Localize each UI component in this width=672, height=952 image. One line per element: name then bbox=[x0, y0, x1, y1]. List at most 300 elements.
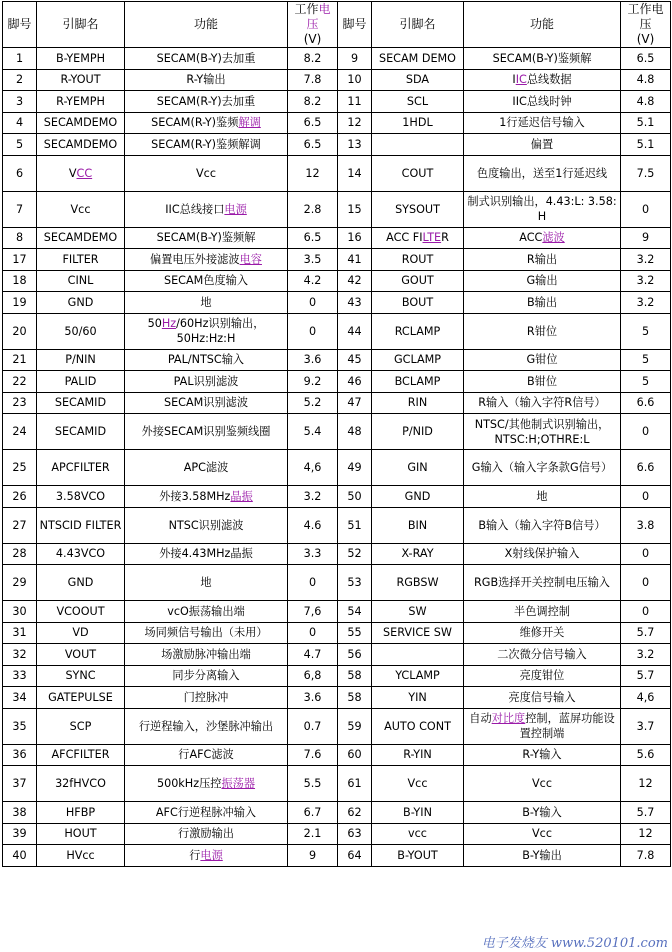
left-func-cell: 地 bbox=[125, 565, 288, 601]
right-func-cell: B输出 bbox=[464, 292, 621, 314]
right-volt-cell: 6.5 bbox=[621, 48, 671, 70]
right-name-cell: SECAM DEMO bbox=[372, 48, 464, 70]
left-volt-cell: 7.8 bbox=[288, 69, 338, 91]
right-volt-cell: 3.2 bbox=[621, 292, 671, 314]
right-name-cell: YCLAMP bbox=[372, 665, 464, 687]
right-name-cell: B-YOUT bbox=[372, 845, 464, 867]
right-func-cell: R钳位 bbox=[464, 313, 621, 349]
left-name-cell: HVcc bbox=[37, 845, 125, 867]
header-volt-link[interactable]: 电压 bbox=[306, 2, 331, 31]
left-func-text: /60Hz识别输出，50Hz:Hz:H bbox=[176, 317, 265, 345]
left-volt-cell: 2.1 bbox=[288, 823, 338, 845]
right-name-cell: B-YIN bbox=[372, 802, 464, 824]
right-pin-cell: 9 bbox=[338, 48, 372, 70]
right-name-cell: GND bbox=[372, 486, 464, 508]
table-row bbox=[3, 313, 671, 349]
right-name-cell: SDA bbox=[372, 69, 464, 91]
left-pin-cell: 8 bbox=[3, 227, 37, 249]
left-func-cell: SECAM识别滤波 bbox=[125, 392, 288, 414]
right-func-text: 总线数据 bbox=[526, 73, 572, 87]
right-pin-cell: 53 bbox=[338, 565, 372, 601]
left-name-cell: HOUT bbox=[37, 823, 125, 845]
right-name-cell: YIN bbox=[372, 687, 464, 709]
right-func-text: ACC bbox=[519, 231, 543, 245]
left-volt-cell: 2.8 bbox=[288, 191, 338, 227]
right-name-cell: GCLAMP bbox=[372, 349, 464, 371]
right-pin-cell: 11 bbox=[338, 91, 372, 113]
table-row bbox=[3, 543, 671, 565]
left-pin-cell: 30 bbox=[3, 601, 37, 623]
right-pin-cell: 14 bbox=[338, 155, 372, 191]
right-pin-cell: 52 bbox=[338, 543, 372, 565]
right-name-text: ACC FI bbox=[386, 231, 423, 245]
left-pin-cell: 33 bbox=[3, 665, 37, 687]
right-name-cell: 1HDL bbox=[372, 112, 464, 134]
left-pin-cell: 29 bbox=[3, 565, 37, 601]
right-func-cell: 二次微分信号输入 bbox=[464, 644, 621, 666]
left-name-cell: R-YOUT bbox=[37, 69, 125, 91]
left-name-cell: GND bbox=[37, 565, 125, 601]
right-func-cell: G输入（输入字条款G信号） bbox=[464, 450, 621, 486]
table-row bbox=[3, 622, 671, 644]
left-func-link[interactable]: 电源 bbox=[224, 202, 247, 216]
left-func-link[interactable]: 电容 bbox=[239, 252, 262, 266]
right-pin-cell: 51 bbox=[338, 507, 372, 543]
left-pin-cell: 18 bbox=[3, 270, 37, 292]
right-func-cell: 亮度信号输入 bbox=[464, 687, 621, 709]
header-name-left: 引脚名 bbox=[37, 2, 125, 48]
pin-table-container bbox=[2, 1, 671, 867]
left-pin-cell: 39 bbox=[3, 823, 37, 845]
table-row bbox=[3, 48, 671, 70]
right-func-cell: G输出 bbox=[464, 270, 621, 292]
left-name-cell: SECAMID bbox=[37, 414, 125, 450]
table-row bbox=[3, 565, 671, 601]
left-func-cell bbox=[125, 766, 288, 802]
header-volt-text: 工作 bbox=[294, 2, 319, 16]
table-row bbox=[3, 845, 671, 867]
left-pin-cell: 25 bbox=[3, 450, 37, 486]
right-volt-cell: 5.1 bbox=[621, 134, 671, 156]
table-row bbox=[3, 249, 671, 271]
right-name-cell: SYSOUT bbox=[372, 191, 464, 227]
left-func-cell: 外接SECAM识别鉴频线圈 bbox=[125, 414, 288, 450]
left-name-cell: APCFILTER bbox=[37, 450, 125, 486]
table-row bbox=[3, 644, 671, 666]
left-func-cell: SECAM(R-Y)去加重 bbox=[125, 91, 288, 113]
right-func-cell: R输入（输入字符R信号） bbox=[464, 392, 621, 414]
right-name-cell: P/NID bbox=[372, 414, 464, 450]
right-func-cell: R输出 bbox=[464, 249, 621, 271]
left-volt-cell: 4.6 bbox=[288, 507, 338, 543]
right-func-cell: B钳位 bbox=[464, 371, 621, 393]
left-volt-cell: 4.7 bbox=[288, 644, 338, 666]
right-name-cell: BCLAMP bbox=[372, 371, 464, 393]
right-name-cell: X-RAY bbox=[372, 543, 464, 565]
right-func-cell: B-Y输出 bbox=[464, 845, 621, 867]
right-name-cell bbox=[372, 644, 464, 666]
left-pin-cell: 40 bbox=[3, 845, 37, 867]
left-pin-cell: 1 bbox=[3, 48, 37, 70]
right-pin-cell: 10 bbox=[338, 69, 372, 91]
left-volt-cell: 9.2 bbox=[288, 371, 338, 393]
right-volt-cell: 3.2 bbox=[621, 249, 671, 271]
right-func-cell bbox=[464, 708, 621, 744]
right-pin-cell: 58 bbox=[338, 687, 372, 709]
table-row bbox=[3, 227, 671, 249]
left-func-cell: 外接4.43MHz晶振 bbox=[125, 543, 288, 565]
left-pin-cell: 6 bbox=[3, 155, 37, 191]
right-pin-cell: 60 bbox=[338, 744, 372, 766]
table-row bbox=[3, 155, 671, 191]
right-name-cell: R-YIN bbox=[372, 744, 464, 766]
table-row bbox=[3, 665, 671, 687]
right-name-cell: SW bbox=[372, 601, 464, 623]
left-volt-cell: 6.5 bbox=[288, 134, 338, 156]
left-func-cell bbox=[125, 249, 288, 271]
left-pin-cell: 5 bbox=[3, 134, 37, 156]
right-func-cell: X射线保护输入 bbox=[464, 543, 621, 565]
left-func-cell: 行激励输出 bbox=[125, 823, 288, 845]
left-func-link[interactable]: Hz bbox=[161, 317, 177, 330]
left-name-cell: SECAMID bbox=[37, 392, 125, 414]
right-func-cell: RGB选择开关控制电压输入 bbox=[464, 565, 621, 601]
table-row bbox=[3, 823, 671, 845]
left-pin-cell: 26 bbox=[3, 486, 37, 508]
left-pin-cell: 28 bbox=[3, 543, 37, 565]
table-row bbox=[3, 91, 671, 113]
right-volt-cell: 7.5 bbox=[621, 155, 671, 191]
right-pin-cell: 50 bbox=[338, 486, 372, 508]
right-volt-cell: 3.8 bbox=[621, 507, 671, 543]
right-func-link[interactable]: 对比度 bbox=[491, 712, 526, 725]
table-row bbox=[3, 69, 671, 91]
header-name-right: 引脚名 bbox=[372, 2, 464, 48]
right-name-cell bbox=[372, 227, 464, 249]
right-volt-cell: 3.7 bbox=[621, 708, 671, 744]
right-name-cell: Vcc bbox=[372, 766, 464, 802]
right-volt-cell: 5.7 bbox=[621, 622, 671, 644]
left-pin-cell: 21 bbox=[3, 349, 37, 371]
right-pin-cell: 15 bbox=[338, 191, 372, 227]
left-name-cell: AFCFILTER bbox=[37, 744, 125, 766]
right-volt-cell: 0 bbox=[621, 414, 671, 450]
left-name-cell: SECAMDEMO bbox=[37, 227, 125, 249]
left-func-cell bbox=[125, 313, 288, 349]
right-name-cell: RCLAMP bbox=[372, 313, 464, 349]
right-name-text: R bbox=[441, 231, 449, 245]
left-pin-cell: 22 bbox=[3, 371, 37, 393]
right-volt-cell: 6.6 bbox=[621, 450, 671, 486]
left-func-link[interactable]: 晶振 bbox=[230, 489, 253, 503]
left-pin-cell: 4 bbox=[3, 112, 37, 134]
left-name-cell: SYNC bbox=[37, 665, 125, 687]
right-name-cell: vcc bbox=[372, 823, 464, 845]
left-volt-cell: 6,8 bbox=[288, 665, 338, 687]
left-name-cell: VD bbox=[37, 622, 125, 644]
right-func-cell: 亮度钳位 bbox=[464, 665, 621, 687]
left-volt-cell: 7,6 bbox=[288, 601, 338, 623]
right-volt-cell: 6.6 bbox=[621, 392, 671, 414]
left-func-cell: 地 bbox=[125, 292, 288, 314]
left-volt-cell: 3.6 bbox=[288, 349, 338, 371]
right-volt-cell: 0 bbox=[621, 191, 671, 227]
left-func-cell: SECAM色度输入 bbox=[125, 270, 288, 292]
left-func-cell: R-Y输出 bbox=[125, 69, 288, 91]
table-row bbox=[3, 112, 671, 134]
right-volt-cell: 5.6 bbox=[621, 744, 671, 766]
right-func-cell: Vcc bbox=[464, 823, 621, 845]
right-func-cell: 维修开关 bbox=[464, 622, 621, 644]
right-volt-cell: 4.8 bbox=[621, 91, 671, 113]
left-pin-cell: 24 bbox=[3, 414, 37, 450]
right-name-cell: RIN bbox=[372, 392, 464, 414]
left-func-text: 行 bbox=[189, 848, 201, 862]
right-name-cell: GOUT bbox=[372, 270, 464, 292]
right-func-cell: Vcc bbox=[464, 766, 621, 802]
left-name-cell: HFBP bbox=[37, 802, 125, 824]
left-volt-cell: 12 bbox=[288, 155, 338, 191]
left-pin-cell: 38 bbox=[3, 802, 37, 824]
right-volt-cell: 4,6 bbox=[621, 687, 671, 709]
left-func-cell: 同步分离输入 bbox=[125, 665, 288, 687]
right-name-cell: BIN bbox=[372, 507, 464, 543]
left-pin-cell: 35 bbox=[3, 708, 37, 744]
left-name-cell: CINL bbox=[37, 270, 125, 292]
right-name-cell: RGBSW bbox=[372, 565, 464, 601]
right-func-cell: B输入（输入字符B信号） bbox=[464, 507, 621, 543]
left-func-cell: 行AFC滤波 bbox=[125, 744, 288, 766]
left-pin-cell: 37 bbox=[3, 766, 37, 802]
left-volt-cell: 3.5 bbox=[288, 249, 338, 271]
right-volt-cell: 5.7 bbox=[621, 665, 671, 687]
right-volt-cell: 5 bbox=[621, 313, 671, 349]
header-volt-left bbox=[288, 2, 338, 48]
left-func-cell: 行逆程输入，沙堡脉冲输出 bbox=[125, 708, 288, 744]
right-volt-cell: 7.8 bbox=[621, 845, 671, 867]
right-func-cell bbox=[464, 69, 621, 91]
left-name-cell: 4.43VCO bbox=[37, 543, 125, 565]
right-volt-cell: 5.1 bbox=[621, 112, 671, 134]
table-row bbox=[3, 450, 671, 486]
left-volt-cell: 4.2 bbox=[288, 270, 338, 292]
right-pin-cell: 43 bbox=[338, 292, 372, 314]
table-row bbox=[3, 392, 671, 414]
left-name-cell: 3.58VCO bbox=[37, 486, 125, 508]
left-name-text: V bbox=[68, 166, 77, 180]
left-pin-cell: 17 bbox=[3, 249, 37, 271]
header-volt-text: 电压 bbox=[639, 2, 664, 31]
right-volt-cell: 0 bbox=[621, 486, 671, 508]
right-pin-cell: 48 bbox=[338, 414, 372, 450]
right-pin-cell: 47 bbox=[338, 392, 372, 414]
left-func-text: SECAM(R-Y)鉴频 bbox=[151, 116, 239, 130]
pin-function-table bbox=[2, 1, 671, 867]
left-volt-cell: 3.6 bbox=[288, 687, 338, 709]
left-name-cell: R-YEMPH bbox=[37, 91, 125, 113]
left-pin-cell: 34 bbox=[3, 687, 37, 709]
table-row bbox=[3, 601, 671, 623]
right-func-cell: G钳位 bbox=[464, 349, 621, 371]
right-name-link[interactable]: LTE bbox=[422, 231, 442, 245]
left-volt-cell: 9 bbox=[288, 845, 338, 867]
right-volt-cell: 5 bbox=[621, 349, 671, 371]
table-row bbox=[3, 802, 671, 824]
table-row bbox=[3, 349, 671, 371]
right-pin-cell: 54 bbox=[338, 601, 372, 623]
right-func-text: 控制，蓝屏功能设置控制端 bbox=[519, 712, 615, 740]
left-func-cell: SECAM(B-Y)去加重 bbox=[125, 48, 288, 70]
left-name-cell: 50/60 bbox=[37, 313, 125, 349]
right-name-cell: AUTO CONT bbox=[372, 708, 464, 744]
right-volt-cell: 0 bbox=[621, 601, 671, 623]
left-pin-cell: 19 bbox=[3, 292, 37, 314]
right-func-cell: 地 bbox=[464, 486, 621, 508]
right-name-cell: COUT bbox=[372, 155, 464, 191]
left-func-text: 50 bbox=[147, 317, 162, 330]
left-pin-cell: 2 bbox=[3, 69, 37, 91]
left-func-cell bbox=[125, 486, 288, 508]
right-volt-cell: 3.2 bbox=[621, 270, 671, 292]
left-pin-cell: 36 bbox=[3, 744, 37, 766]
left-name-cell: VOUT bbox=[37, 644, 125, 666]
right-pin-cell: 44 bbox=[338, 313, 372, 349]
right-func-link[interactable]: 滤波 bbox=[542, 231, 565, 245]
left-func-link[interactable]: 振荡器 bbox=[221, 777, 256, 790]
left-func-cell: PAL识别滤波 bbox=[125, 371, 288, 393]
right-volt-cell: 5.7 bbox=[621, 802, 671, 824]
table-row bbox=[3, 270, 671, 292]
left-name-cell: B-YEMPH bbox=[37, 48, 125, 70]
left-pin-cell: 7 bbox=[3, 191, 37, 227]
left-volt-cell: 6.5 bbox=[288, 112, 338, 134]
table-row bbox=[3, 766, 671, 802]
table-row bbox=[3, 414, 671, 450]
left-func-cell: vcO振荡输出端 bbox=[125, 601, 288, 623]
right-name-cell bbox=[372, 134, 464, 156]
right-pin-cell: 58 bbox=[338, 665, 372, 687]
left-pin-cell: 27 bbox=[3, 507, 37, 543]
left-pin-cell: 3 bbox=[3, 91, 37, 113]
left-func-cell: 门控脉冲 bbox=[125, 687, 288, 709]
left-func-cell: 场同频信号输出（未用） bbox=[125, 622, 288, 644]
left-func-link[interactable]: 解调 bbox=[238, 116, 261, 130]
left-func-cell: NTSC识别滤波 bbox=[125, 507, 288, 543]
left-pin-cell: 20 bbox=[3, 313, 37, 349]
left-name-cell: SCP bbox=[37, 708, 125, 744]
right-name-cell: BOUT bbox=[372, 292, 464, 314]
right-func-cell: 半色调控制 bbox=[464, 601, 621, 623]
left-func-link[interactable]: 电源 bbox=[200, 848, 223, 862]
left-func-cell: AFC行逆程脉冲输入 bbox=[125, 802, 288, 824]
left-volt-cell: 5.2 bbox=[288, 392, 338, 414]
right-func-cell: 色度输出，送至1行延迟线 bbox=[464, 155, 621, 191]
right-pin-cell: 56 bbox=[338, 644, 372, 666]
left-name-cell: Vcc bbox=[37, 191, 125, 227]
left-func-cell: APC滤波 bbox=[125, 450, 288, 486]
left-func-cell: SECAM(B-Y)鉴频解 bbox=[125, 227, 288, 249]
left-volt-cell: 8.2 bbox=[288, 48, 338, 70]
left-volt-cell: 5.4 bbox=[288, 414, 338, 450]
left-func-cell: Vcc bbox=[125, 155, 288, 191]
right-func-cell: NTSC/其他制式识别输出，NTSC:H;OTHRE:L bbox=[464, 414, 621, 450]
right-func-cell: 1行延迟信号输入 bbox=[464, 112, 621, 134]
right-func-cell: B-Y输入 bbox=[464, 802, 621, 824]
table-row bbox=[3, 507, 671, 543]
right-volt-cell: 12 bbox=[621, 823, 671, 845]
left-name-cell: FILTER bbox=[37, 249, 125, 271]
left-func-text: 500kHz压控 bbox=[156, 777, 222, 790]
left-volt-cell: 0 bbox=[288, 313, 338, 349]
left-volt-cell: 0 bbox=[288, 622, 338, 644]
right-pin-cell: 63 bbox=[338, 823, 372, 845]
left-func-text: IIC总线接口 bbox=[165, 202, 225, 216]
header-pin-right: 脚号 bbox=[338, 2, 372, 48]
header-volt-unit: (V) bbox=[303, 32, 322, 46]
table-row bbox=[3, 744, 671, 766]
table-row bbox=[3, 486, 671, 508]
header-volt-right bbox=[621, 2, 671, 48]
right-pin-cell: 62 bbox=[338, 802, 372, 824]
left-name-cell: 32fHVCO bbox=[37, 766, 125, 802]
left-volt-cell: 5.5 bbox=[288, 766, 338, 802]
right-pin-cell: 59 bbox=[338, 708, 372, 744]
left-volt-cell: 0 bbox=[288, 292, 338, 314]
right-volt-cell: 0 bbox=[621, 543, 671, 565]
left-volt-cell: 8.2 bbox=[288, 91, 338, 113]
right-func-link[interactable]: IC bbox=[515, 73, 527, 87]
left-name-cell: P/NIN bbox=[37, 349, 125, 371]
left-name-cell: PALID bbox=[37, 371, 125, 393]
right-func-cell: R-Y输入 bbox=[464, 744, 621, 766]
left-func-cell: 场激励脉冲输出端 bbox=[125, 644, 288, 666]
left-name-cell: GATEPULSE bbox=[37, 687, 125, 709]
right-func-cell: 偏置 bbox=[464, 134, 621, 156]
left-volt-cell: 4,6 bbox=[288, 450, 338, 486]
right-pin-cell: 41 bbox=[338, 249, 372, 271]
header-volt-unit: (V) bbox=[636, 32, 655, 46]
right-volt-cell: 5 bbox=[621, 371, 671, 393]
right-volt-cell: 12 bbox=[621, 766, 671, 802]
left-volt-cell: 0.7 bbox=[288, 708, 338, 744]
left-func-cell bbox=[125, 191, 288, 227]
right-pin-cell: 46 bbox=[338, 371, 372, 393]
right-pin-cell: 42 bbox=[338, 270, 372, 292]
right-pin-cell: 61 bbox=[338, 766, 372, 802]
right-pin-cell: 64 bbox=[338, 845, 372, 867]
right-name-cell: SCL bbox=[372, 91, 464, 113]
right-volt-cell: 9 bbox=[621, 227, 671, 249]
left-name-cell: GND bbox=[37, 292, 125, 314]
right-func-cell: 制式识别输出，4.43:L: 3.58: H bbox=[464, 191, 621, 227]
left-volt-cell: 3.2 bbox=[288, 486, 338, 508]
right-volt-cell: 4.8 bbox=[621, 69, 671, 91]
header-func-right: 功能 bbox=[464, 2, 621, 48]
right-volt-cell: 0 bbox=[621, 565, 671, 601]
right-name-cell: SERVICE SW bbox=[372, 622, 464, 644]
table-row bbox=[3, 292, 671, 314]
left-name-cell: VCOOUT bbox=[37, 601, 125, 623]
left-name-cell: NTSCID FILTER bbox=[37, 507, 125, 543]
right-func-text: I bbox=[512, 73, 516, 87]
left-name-link[interactable]: CC bbox=[76, 166, 93, 180]
left-name-cell: SECAMDEMO bbox=[37, 134, 125, 156]
watermark-logo: 电子发烧友 www.520101.com bbox=[481, 936, 668, 951]
left-func-cell bbox=[125, 112, 288, 134]
right-func-text: 自动 bbox=[469, 712, 492, 725]
left-volt-cell: 6.5 bbox=[288, 227, 338, 249]
right-pin-cell: 49 bbox=[338, 450, 372, 486]
